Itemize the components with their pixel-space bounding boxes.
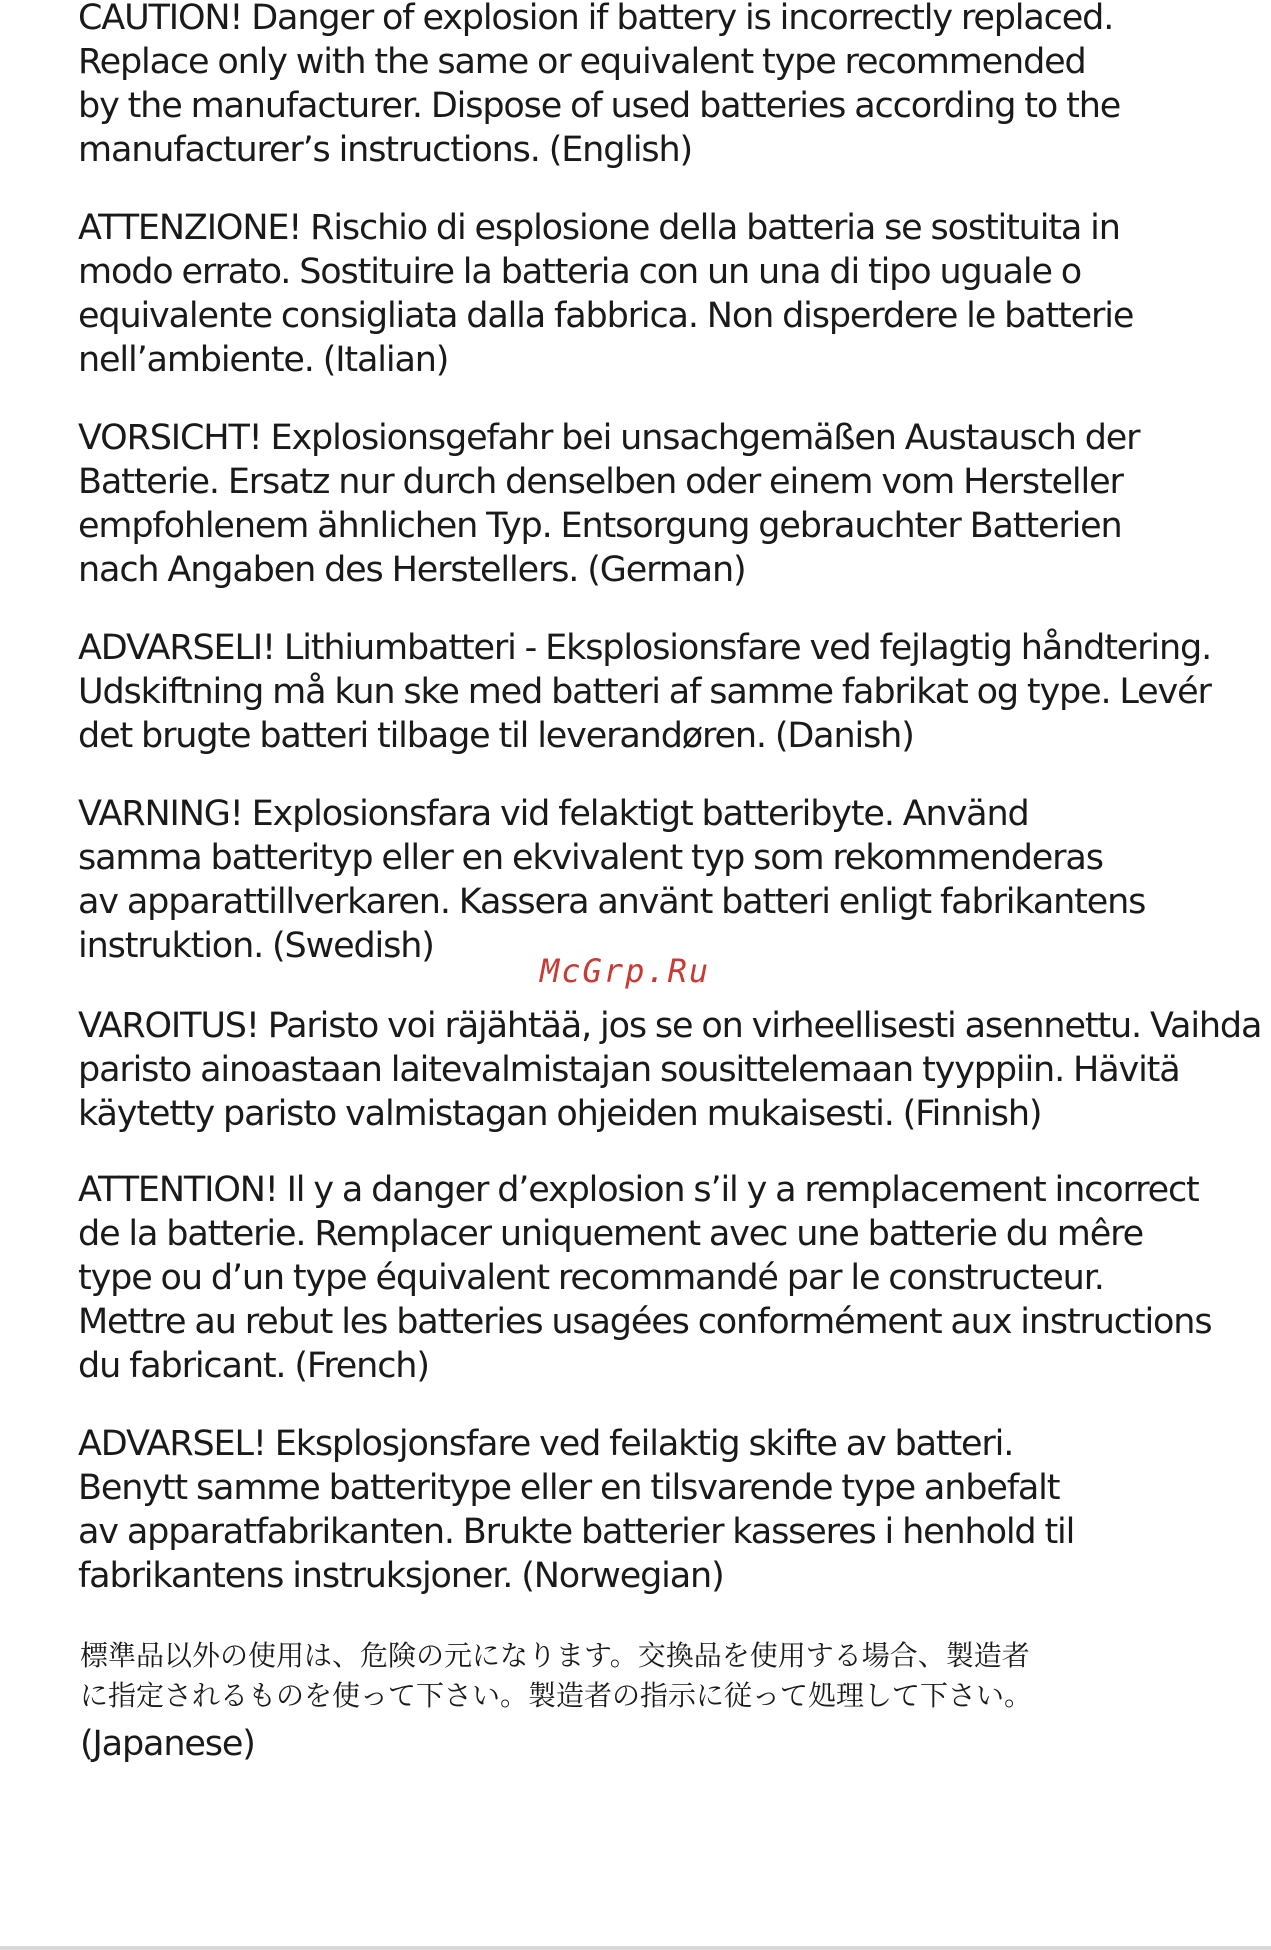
warning-line: VARNING! Explosionsfara vid felaktigt batteribyte. Använd xyxy=(78,794,1029,834)
warning-line: equivalente consigliata dalla fabbrica. Non disperdere le batterie xyxy=(78,296,1134,336)
warning-line: nell’ambiente. (Italian) xyxy=(78,340,449,380)
warning-french xyxy=(78,1168,1211,1388)
warning-english xyxy=(78,0,1120,172)
warning-japanese xyxy=(80,1636,1032,1766)
warning-line: samma batterityp eller en ekvivalent typ som rekommenderas xyxy=(78,838,1103,878)
warning-line: VORSICHT! Explosionsgefahr bei unsachgemäßen Austausch der xyxy=(78,418,1140,458)
warning-line: det brugte batteri tilbage til leverandøren. (Danish) xyxy=(78,716,914,756)
warning-danish xyxy=(78,626,1211,758)
watermark-text: McGrp.Ru xyxy=(540,952,711,990)
warning-line: instruktion. (Swedish) xyxy=(78,926,434,966)
warning-line: VAROITUS! Paristo voi räjähtää, jos se on virheellisesti asennettu. Vaihda xyxy=(78,1006,1262,1046)
warning-line: fabrikantens instruksjoner. (Norwegian) xyxy=(78,1556,724,1596)
page-bottom-divider xyxy=(0,1946,1271,1950)
warning-line: paristo ainoastaan laitevalmistajan sousittelemaan tyyppiin. Hävitä xyxy=(78,1050,1180,1090)
warning-line: Udskiftning må kun ske med batteri af samme fabrikat og type. Levér xyxy=(78,672,1211,712)
warning-line: Benytt samme batteritype eller en tilsvarende type anbefalt xyxy=(78,1468,1060,1508)
warning-line: Replace only with the same or equivalent type recommended xyxy=(78,42,1086,82)
warning-line: modo errato. Sostituire la batteria con un una di tipo uguale o xyxy=(78,252,1082,292)
warning-line: Mettre au rebut les batteries usagées conformément aux instructions xyxy=(78,1302,1212,1342)
warning-line: by the manufacturer. Dispose of used batteries according to the xyxy=(78,86,1121,126)
warning-line: käytetty paristo valmistagan ohjeiden mukaisesti. (Finnish) xyxy=(78,1094,1042,1134)
warning-line: manufacturer’s instructions. (English) xyxy=(78,130,693,170)
warning-line: type ou d’un type équivalent recommandé par le constructeur. xyxy=(78,1258,1104,1298)
warning-line: empfohlenem ähnlichen Typ. Entsorgung gebrauchter Batterien xyxy=(78,506,1122,546)
warning-line: av apparatfabrikanten. Brukte batterier kasseres i henhold til xyxy=(78,1512,1075,1552)
warning-line: ADVARSEL! Eksplosjonsfare ved feilaktig skifte av batteri. xyxy=(78,1424,1014,1464)
warning-line: de la batterie. Remplacer uniquement avec une batterie du mêre xyxy=(78,1214,1143,1254)
warning-line: av apparattillverkaren. Kassera använt batteri enligt fabrikantens xyxy=(78,882,1146,922)
warning-finnish xyxy=(78,1004,1261,1136)
warning-line: ATTENTION! Il y a danger d’explosion s’il y a remplacement incorrect xyxy=(78,1170,1199,1210)
warning-norwegian xyxy=(78,1422,1074,1598)
warning-swedish xyxy=(78,792,1145,968)
warning-line: ATTENZIONE! Rischio di esplosione della batteria se sostituita in xyxy=(78,208,1120,248)
warning-line-japanese: 標準品以外の使用は、危険の元になります。交換品を使用する場合、製造者 xyxy=(80,1639,1030,1672)
warning-italian xyxy=(78,206,1133,382)
warning-line: nach Angaben des Herstellers. (German) xyxy=(78,550,746,590)
japanese-language-label: (Japanese) xyxy=(80,1724,255,1764)
warning-line-japanese: に指定されるものを使って下さい。製造者の指示に従って処理して下さい。 xyxy=(80,1679,1033,1712)
warning-line: ADVARSELI! Lithiumbatteri - Eksplosionsfare ved fejlagtig håndtering. xyxy=(78,628,1212,668)
warning-line: du fabricant. (French) xyxy=(78,1346,429,1386)
warning-line: CAUTION! Danger of explosion if battery is incorrectly replaced. xyxy=(78,0,1114,38)
warning-line: Batterie. Ersatz nur durch denselben oder einem vom Hersteller xyxy=(78,462,1123,502)
warning-german xyxy=(78,416,1139,592)
